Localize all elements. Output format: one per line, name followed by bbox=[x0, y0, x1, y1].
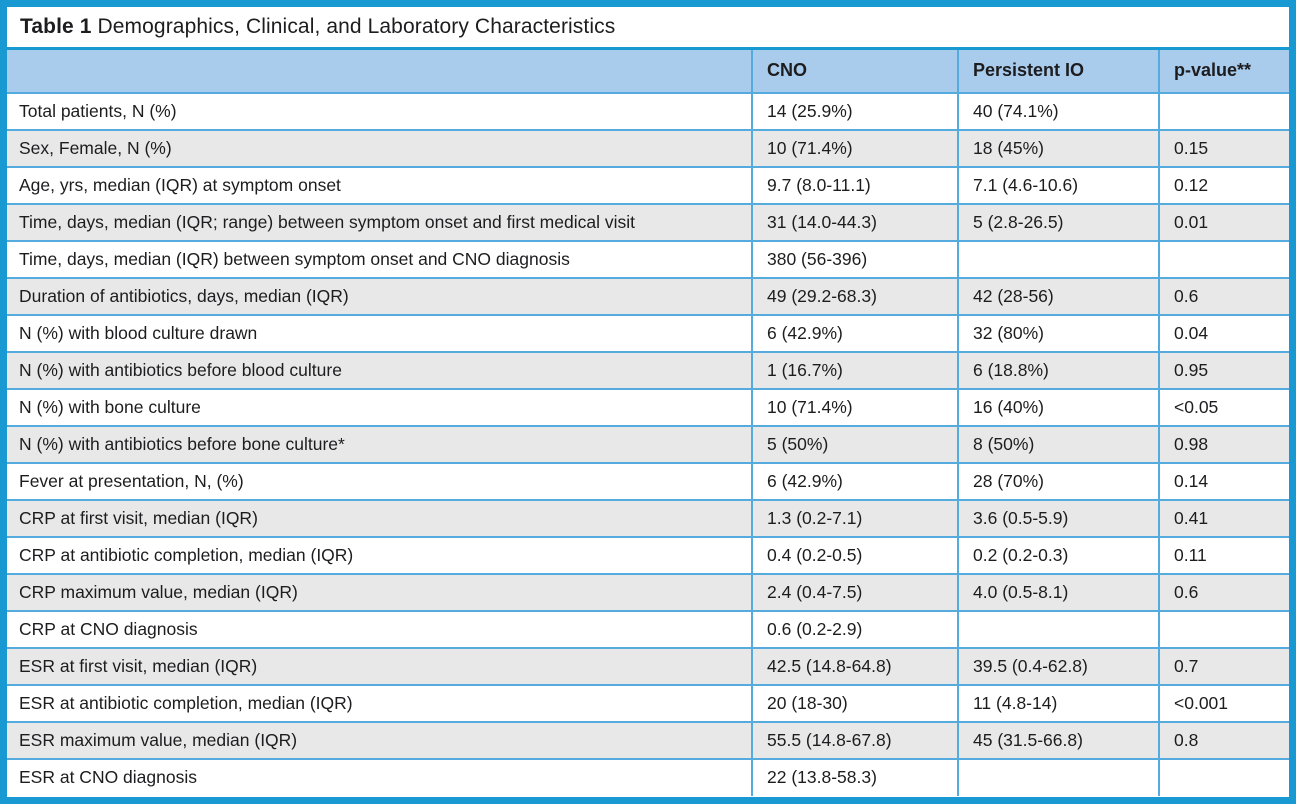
table-row bbox=[7, 389, 1289, 426]
pvalue-cell: <0.001 bbox=[1159, 685, 1289, 722]
pvalue-cell bbox=[1159, 611, 1289, 648]
cno-value-cell: 1 (16.7%) bbox=[752, 352, 958, 389]
cno-value-cell: 20 (18-30) bbox=[752, 685, 958, 722]
pvalue-cell: 0.14 bbox=[1159, 463, 1289, 500]
pvalue-cell: 0.01 bbox=[1159, 204, 1289, 241]
persistent-io-value-cell: 45 (31.5-66.8) bbox=[958, 722, 1159, 759]
cno-value-cell: 380 (56-396) bbox=[752, 241, 958, 278]
header-pvalue-column: p-value** bbox=[1159, 49, 1289, 93]
persistent-io-value-cell: 6 (18.8%) bbox=[958, 352, 1159, 389]
table-row bbox=[7, 537, 1289, 574]
cno-value-cell: 9.7 (8.0-11.1) bbox=[752, 167, 958, 204]
persistent-io-value-cell: 0.2 (0.2-0.3) bbox=[958, 537, 1159, 574]
persistent-io-value-cell: 16 (40%) bbox=[958, 389, 1159, 426]
table-row bbox=[7, 241, 1289, 278]
persistent-io-value-cell: 39.5 (0.4-62.8) bbox=[958, 648, 1159, 685]
cno-value-cell: 10 (71.4%) bbox=[752, 389, 958, 426]
persistent-io-value-cell: 3.6 (0.5-5.9) bbox=[958, 500, 1159, 537]
cno-value-cell: 6 (42.9%) bbox=[752, 463, 958, 500]
table-title bbox=[7, 7, 1289, 47]
pvalue-cell: 0.95 bbox=[1159, 352, 1289, 389]
pvalue-cell: 0.6 bbox=[1159, 278, 1289, 315]
cno-value-cell: 5 (50%) bbox=[752, 426, 958, 463]
cno-value-cell: 0.4 (0.2-0.5) bbox=[752, 537, 958, 574]
pvalue-cell: <0.05 bbox=[1159, 389, 1289, 426]
row-label-cell: Duration of antibiotics, days, median (IQR) bbox=[7, 278, 752, 315]
row-label-cell: ESR at CNO diagnosis bbox=[19, 767, 197, 787]
cno-value-cell: 10 (71.4%) bbox=[752, 130, 958, 167]
persistent-io-value-cell: 8 (50%) bbox=[958, 426, 1159, 463]
cno-value-cell: 22 (13.8-58.3) bbox=[752, 759, 958, 796]
row-label-cell: CRP at CNO diagnosis bbox=[19, 618, 198, 639]
row-label-cell: Time, days, median (IQR; range) between symptom onset and first medical visit bbox=[7, 204, 752, 241]
table-row bbox=[7, 93, 1289, 130]
row-label-cell: ESR maximum value, median (IQR) bbox=[7, 722, 752, 759]
cno-value-cell: 1.3 (0.2-7.1) bbox=[752, 500, 958, 537]
table-row bbox=[7, 685, 1289, 722]
persistent-io-value-cell: 28 (70%) bbox=[958, 463, 1159, 500]
table-row bbox=[7, 130, 1289, 167]
cno-value-cell: 14 (25.9%) bbox=[752, 93, 958, 130]
cno-value-cell: 31 (14.0-44.3) bbox=[752, 204, 958, 241]
row-label-cell: Time, days, median (IQR) between symptom onset and CNO diagnosis bbox=[19, 248, 570, 269]
table-row bbox=[7, 648, 1289, 685]
table-row bbox=[7, 463, 1289, 500]
row-label-cell: N (%) with blood culture drawn bbox=[19, 322, 258, 343]
pvalue-cell: 0.41 bbox=[1159, 500, 1289, 537]
row-label-cell: Fever at presentation, N, (%) bbox=[19, 470, 244, 491]
pvalue-cell bbox=[1159, 759, 1289, 796]
pvalue-cell bbox=[1159, 241, 1289, 278]
pvalue-cell: 0.6 bbox=[1159, 574, 1289, 611]
row-label-cell: Sex, Female, N (%) bbox=[7, 130, 752, 167]
pvalue-cell: 0.04 bbox=[1159, 315, 1289, 352]
cno-value-cell: 0.6 (0.2-2.9) bbox=[752, 611, 958, 648]
table-row bbox=[7, 426, 1289, 463]
persistent-io-value-cell: 40 (74.1%) bbox=[958, 93, 1159, 130]
table-row bbox=[7, 759, 1289, 796]
persistent-io-value-cell bbox=[958, 759, 1159, 796]
pvalue-cell: 0.15 bbox=[1159, 130, 1289, 167]
persistent-io-value-cell: 42 (28-56) bbox=[958, 278, 1159, 315]
pvalue-cell: 0.12 bbox=[1159, 167, 1289, 204]
cno-value-cell: 55.5 (14.8-67.8) bbox=[752, 722, 958, 759]
persistent-io-value-cell bbox=[958, 241, 1159, 278]
persistent-io-value-cell: 18 (45%) bbox=[958, 130, 1159, 167]
persistent-io-value-cell: 32 (80%) bbox=[958, 315, 1159, 352]
row-label-cell: Total patients, N (%) bbox=[19, 100, 177, 121]
cno-value-cell: 2.4 (0.4-7.5) bbox=[752, 574, 958, 611]
characteristics-table bbox=[7, 47, 1289, 796]
row-label-cell: CRP at antibiotic completion, median (IQR) bbox=[19, 544, 354, 565]
table-number: Table 1 bbox=[20, 15, 92, 38]
pvalue-cell bbox=[1159, 93, 1289, 130]
header-row bbox=[7, 49, 1289, 93]
table-row bbox=[7, 278, 1289, 315]
row-label-cell: N (%) with antibiotics before blood culture bbox=[7, 352, 752, 389]
pvalue-cell: 0.11 bbox=[1159, 537, 1289, 574]
table-row bbox=[7, 574, 1289, 611]
table-row bbox=[7, 611, 1289, 648]
table-row bbox=[7, 315, 1289, 352]
table-row bbox=[7, 722, 1289, 759]
persistent-io-value-cell bbox=[958, 611, 1159, 648]
persistent-io-value-cell: 5 (2.8-26.5) bbox=[958, 204, 1159, 241]
persistent-io-value-cell: 11 (4.8-14) bbox=[958, 685, 1159, 722]
row-label-cell: ESR at antibiotic completion, median (IQR) bbox=[19, 692, 353, 713]
row-label-cell: Age, yrs, median (IQR) at symptom onset bbox=[19, 174, 341, 195]
row-label-cell: ESR at first visit, median (IQR) bbox=[7, 648, 752, 685]
row-label-cell: CRP maximum value, median (IQR) bbox=[7, 574, 752, 611]
table-row bbox=[7, 352, 1289, 389]
cno-value-cell: 42.5 (14.8-64.8) bbox=[752, 648, 958, 685]
persistent-io-value-cell: 4.0 (0.5-8.1) bbox=[958, 574, 1159, 611]
table-row bbox=[7, 500, 1289, 537]
row-label-cell: CRP at first visit, median (IQR) bbox=[7, 500, 752, 537]
row-label-cell: N (%) with bone culture bbox=[19, 396, 201, 417]
header-cno-column: CNO bbox=[752, 49, 958, 93]
pvalue-cell: 0.7 bbox=[1159, 648, 1289, 685]
table-row bbox=[7, 204, 1289, 241]
row-label-cell: N (%) with antibiotics before bone culture* bbox=[7, 426, 752, 463]
pvalue-cell: 0.98 bbox=[1159, 426, 1289, 463]
cno-value-cell: 49 (29.2-68.3) bbox=[752, 278, 958, 315]
cno-value-cell: 6 (42.9%) bbox=[752, 315, 958, 352]
persistent-io-value-cell: 7.1 (4.6-10.6) bbox=[958, 167, 1159, 204]
header-persistent-io-column: Persistent IO bbox=[958, 49, 1159, 93]
table-caption: Demographics, Clinical, and Laboratory Characteristics bbox=[97, 15, 616, 38]
header-label-column bbox=[7, 49, 752, 93]
pvalue-cell: 0.8 bbox=[1159, 722, 1289, 759]
table-row bbox=[7, 167, 1289, 204]
